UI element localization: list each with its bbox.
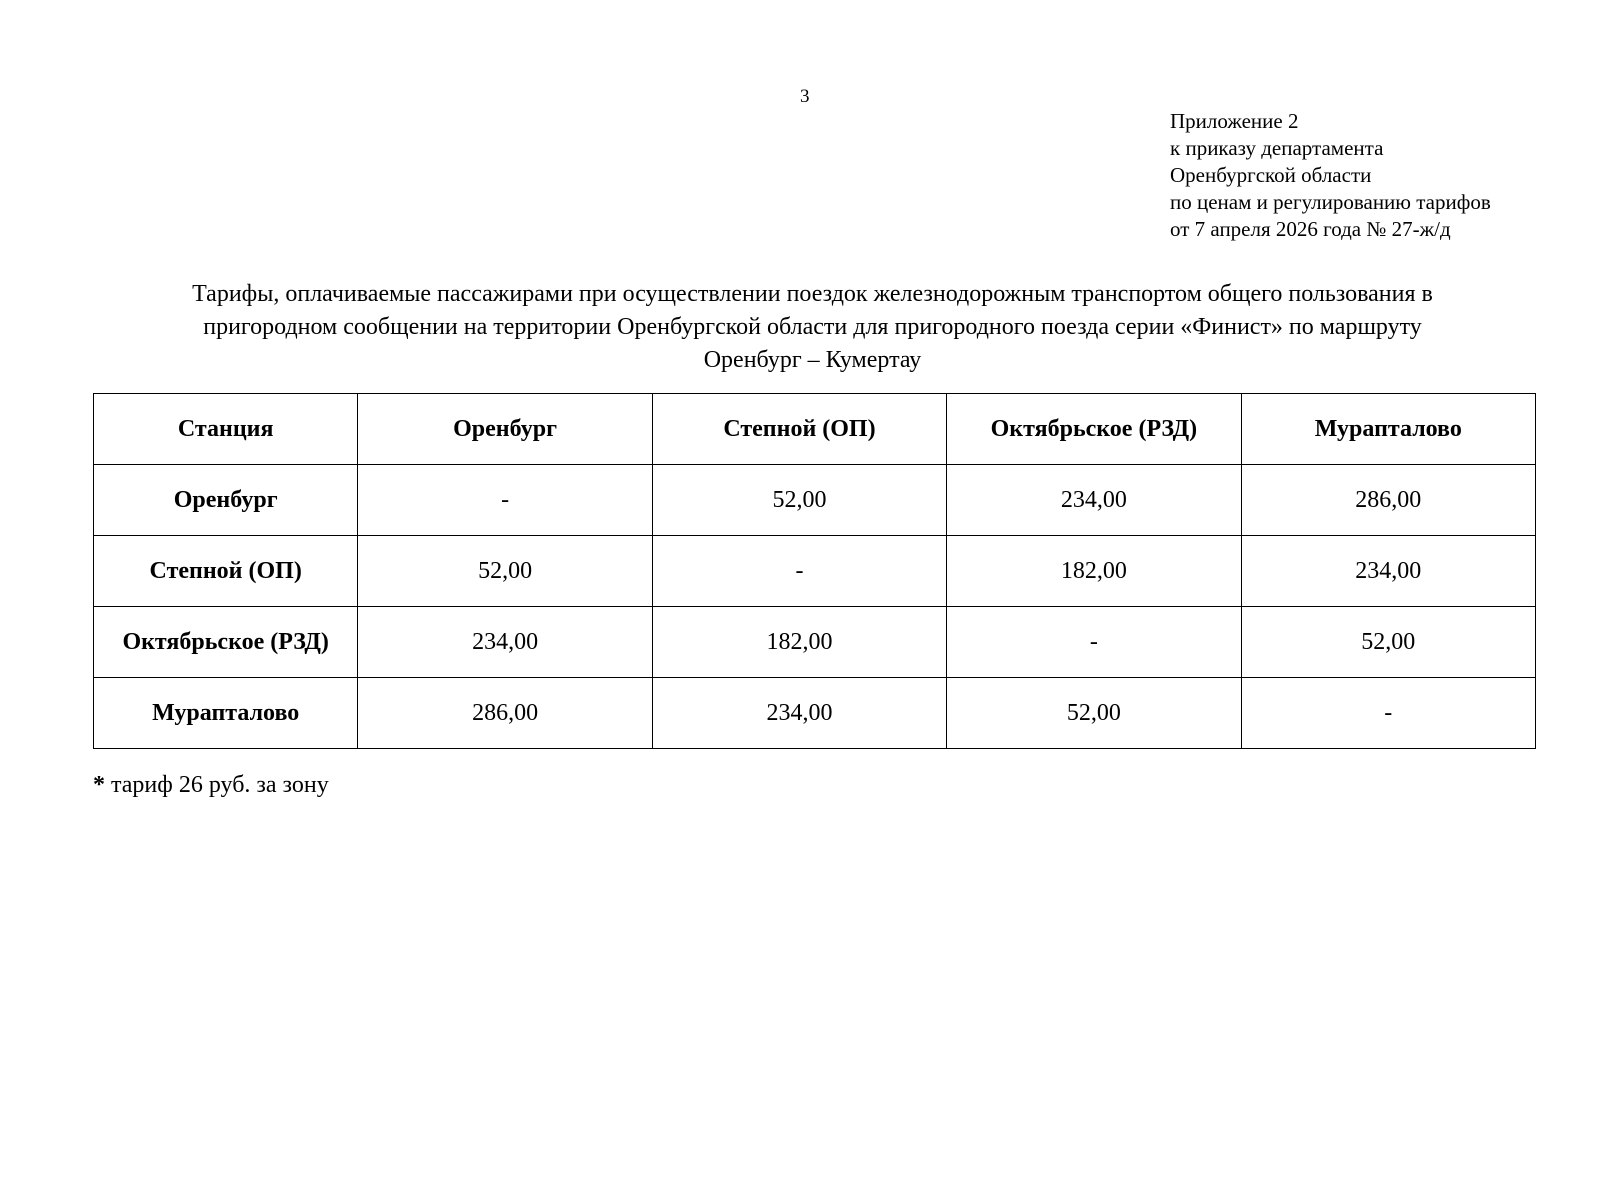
title-line: Тарифы, оплачиваемые пассажирами при осуществлении поездок железнодорожным транспортом общего пользования в <box>192 281 1433 307</box>
row-station-label: Степной (ОП) <box>94 536 358 607</box>
title-line: пригородном сообщении на территории Оренбургской области для пригородного поезда серии «Финист» по маршруту <box>203 314 1422 340</box>
appendix-line: к приказу департамента <box>1170 136 1384 160</box>
appendix-line: по ценам и регулированию тарифов <box>1170 190 1491 214</box>
footnote-text: тариф 26 руб. за зону <box>111 772 329 798</box>
table-cell: - <box>1241 678 1535 749</box>
appendix-line: Приложение 2 <box>1170 109 1299 133</box>
table-cell: 286,00 <box>1241 465 1535 536</box>
footnote-asterisk: * <box>93 772 105 798</box>
table-cell: 52,00 <box>358 536 652 607</box>
table-cell: 182,00 <box>947 536 1241 607</box>
footnote <box>93 772 329 799</box>
table-cell: - <box>358 465 652 536</box>
header-cell-station: Станция <box>94 394 358 465</box>
table-cell: 234,00 <box>1241 536 1535 607</box>
table-cell: - <box>947 607 1241 678</box>
appendix-block <box>1170 108 1491 243</box>
table-header-row <box>94 394 1536 465</box>
table-cell: 286,00 <box>358 678 652 749</box>
table-cell: - <box>652 536 946 607</box>
header-cell: Мурапталово <box>1241 394 1535 465</box>
page-number: 3 <box>800 86 810 107</box>
table-row <box>94 678 1536 749</box>
table-row <box>94 536 1536 607</box>
title-line: Оренбург – Кумертау <box>703 347 922 373</box>
appendix-line: Оренбургской области <box>1170 163 1372 187</box>
tariff-table <box>93 393 1536 749</box>
appendix-line: от 7 апреля 2026 года № 27-ж/д <box>1170 217 1451 241</box>
row-station-label: Оренбург <box>94 465 358 536</box>
table-cell: 234,00 <box>947 465 1241 536</box>
table-cell: 52,00 <box>947 678 1241 749</box>
table-cell: 52,00 <box>1241 607 1535 678</box>
document-title <box>90 278 1535 377</box>
header-cell: Оренбург <box>358 394 652 465</box>
header-cell: Октябрьское (РЗД) <box>947 394 1241 465</box>
table-row <box>94 465 1536 536</box>
row-station-label: Мурапталово <box>94 678 358 749</box>
table-cell: 182,00 <box>652 607 946 678</box>
table-cell: 234,00 <box>652 678 946 749</box>
table-cell: 234,00 <box>358 607 652 678</box>
table-row <box>94 607 1536 678</box>
table-cell: 52,00 <box>652 465 946 536</box>
row-station-label: Октябрьское (РЗД) <box>94 607 358 678</box>
header-cell: Степной (ОП) <box>652 394 946 465</box>
